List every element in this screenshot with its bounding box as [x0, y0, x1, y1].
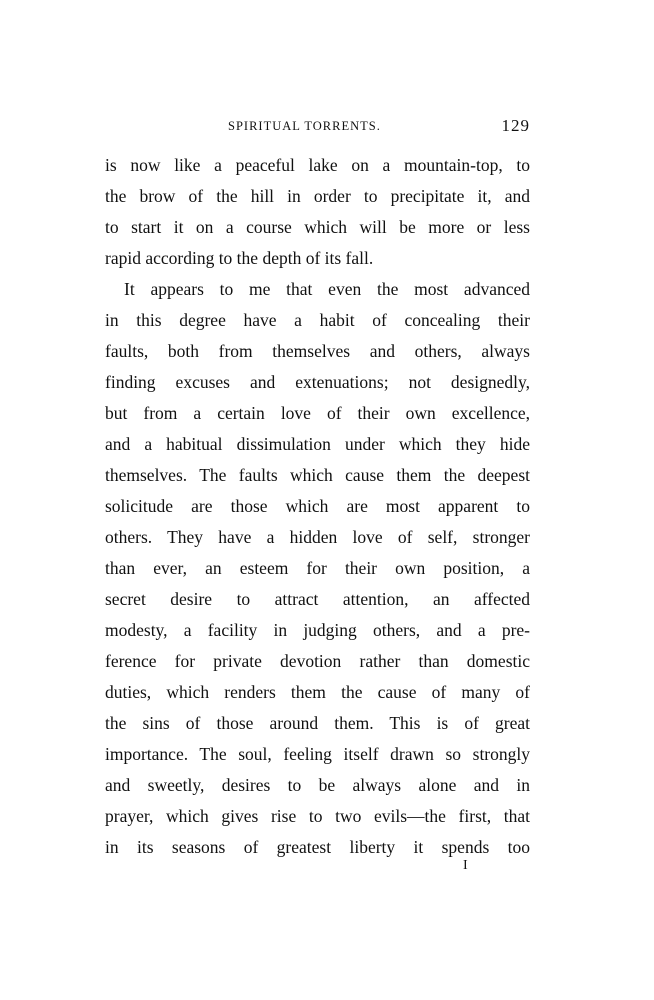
text-line: rapid according to the depth of its fall.	[105, 248, 374, 268]
text-line: and a habitual dissimulation under which they hide	[105, 434, 530, 454]
text-line: but from a certain love of their own excellence,	[105, 403, 530, 423]
text-line: others. They have a hidden love of self, stronger	[105, 527, 530, 547]
page-body	[105, 153, 530, 866]
signature-mark: I	[463, 858, 468, 873]
text-line: the brow of the hill in order to precipitate it, and	[105, 186, 530, 206]
text-line: importance. The soul, feeling itself drawn so strongly	[105, 744, 530, 764]
text-line: finding excuses and extenuations; not designedly,	[105, 372, 530, 392]
text-line: and sweetly, desires to be always alone and in	[105, 775, 530, 795]
page-number: 129	[501, 116, 530, 135]
running-title: SPIRITUAL TORRENTS.	[228, 119, 381, 133]
text-line: prayer, which gives rise to two evils—the first, that	[105, 806, 530, 826]
text-line: in its seasons of greatest liberty it spends too	[105, 837, 530, 857]
text-line: to start it on a course which will be more or less	[105, 217, 530, 237]
text-line: themselves. The faults which cause them the deepest	[105, 465, 530, 485]
text-line: than ever, an esteem for their own position, a	[105, 558, 530, 578]
text-line: the sins of those around them. This is of great	[105, 713, 530, 733]
text-line: is now like a peaceful lake on a mountain-top, to	[105, 155, 530, 175]
text-line: in this degree have a habit of concealing their	[105, 310, 530, 330]
text-line: solicitude are those which are most apparent to	[105, 496, 530, 516]
running-header	[105, 116, 530, 138]
text-line: It appears to me that even the most advanced	[124, 279, 530, 299]
text-line: faults, both from themselves and others, always	[105, 341, 530, 361]
text-line: ference for private devotion rather than domestic	[105, 651, 530, 671]
text-line: duties, which renders them the cause of many of	[105, 682, 530, 702]
text-line: secret desire to attract attention, an affected	[105, 589, 530, 609]
text-line: modesty, a facility in judging others, and a pre-	[105, 620, 530, 640]
